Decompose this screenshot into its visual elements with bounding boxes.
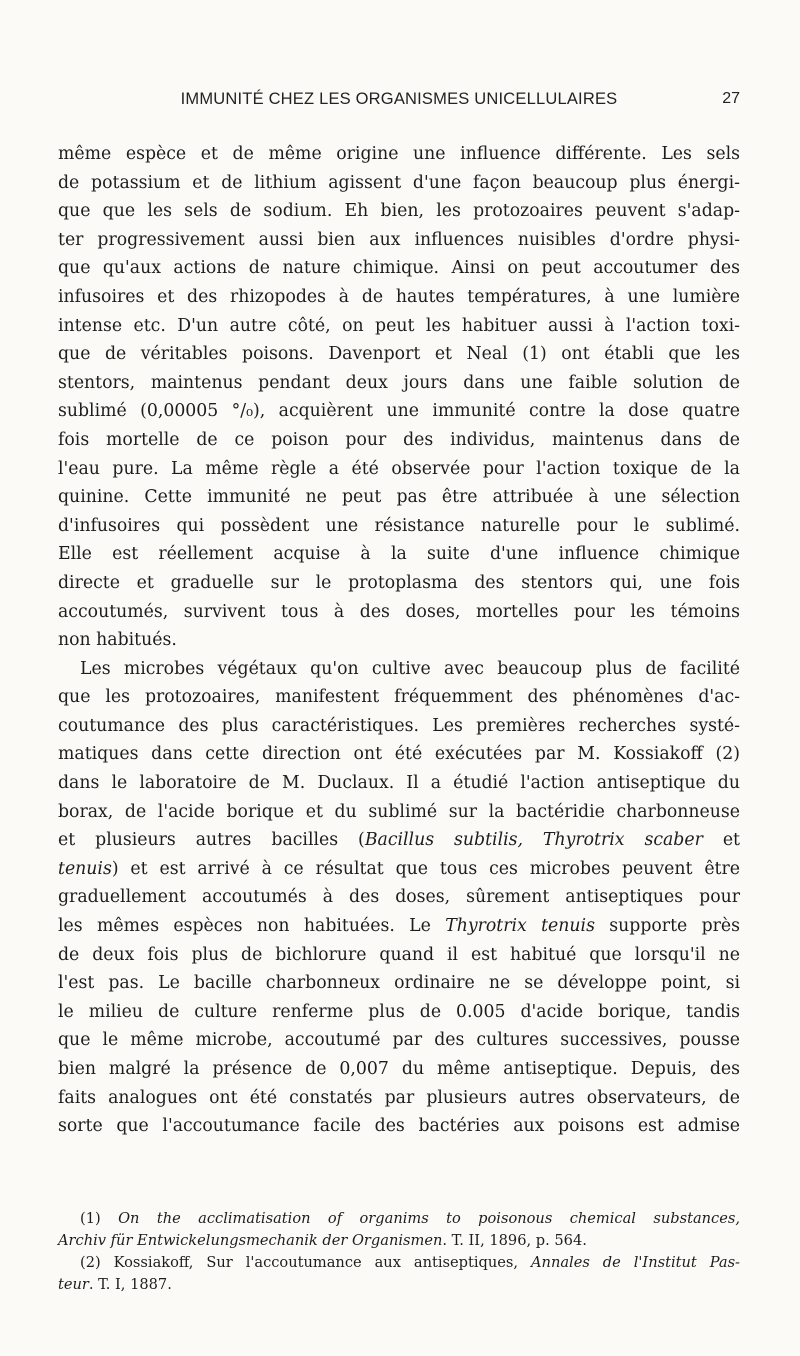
footnote-citation: . T. I, 1887.	[88, 1276, 172, 1293]
text-line: que le même microbe, accoutumé par des cultures successives, pousse	[58, 1030, 740, 1051]
text-line: intense etc. D'un autre côté, on peut les habituer aussi à l'action toxi-	[58, 315, 740, 336]
footnote-journal: Annales de l'Institut Pas-	[531, 1254, 740, 1271]
text-run: et plusieurs autres bacilles (	[58, 830, 365, 851]
text-line: faits analogues ont été constatés par plusieurs autres observateurs, de	[58, 1087, 740, 1108]
text-line: de potassium et de lithium agissent d'une façon beaucoup plus énergi-	[58, 172, 740, 193]
body-text	[58, 140, 740, 1141]
footnote-1	[58, 1208, 740, 1230]
text-line: directe et graduelle sur le protoplasma des stentors qui, une fois	[58, 572, 740, 593]
footnote-1-cont	[58, 1230, 740, 1252]
text-line: infusoires et des rhizopodes à de hautes températures, à une lumière	[58, 286, 740, 307]
text-line: stentors, maintenus pendant deux jours dans une faible solution de	[58, 372, 740, 393]
text-line	[58, 912, 740, 941]
text-line: non habitués.	[58, 630, 177, 651]
text-line	[58, 826, 740, 855]
page-number: 27	[722, 90, 740, 107]
text-run: supporte près	[594, 916, 740, 937]
text-line: fois mortelle de ce poison pour des individus, maintenus dans de	[58, 429, 740, 450]
footnote-2-cont	[58, 1274, 740, 1296]
footnote-journal: Archiv für Entwickelungsmechanik der Organismen	[58, 1232, 443, 1249]
text-line: coutumance des plus caractéristiques. Les premières recherches systé-	[58, 715, 740, 736]
text-line: sorte que l'accoutumance facile des bactéries aux poisons est admise	[58, 1116, 740, 1137]
text-line: Elle est réellement acquise à la suite d'une influence chimique	[58, 544, 740, 565]
text-line: matiques dans cette direction ont été exécutées par M. Kossiakoff (2)	[58, 744, 740, 765]
footnote-citation: . T. II, 1896, p. 564.	[442, 1232, 587, 1249]
running-title: IMMUNITÉ CHEZ LES ORGANISMES UNICELLULAIRES	[180, 90, 618, 108]
text-run: les mêmes espèces non habituées. Le	[58, 916, 446, 937]
footnote-title: On the acclimatisation of organims to poisonous chemical substances,	[118, 1210, 740, 1227]
text-line: quinine. Cette immunité ne peut pas être attribuée à une sélection	[58, 487, 740, 508]
text-line: accoutumés, survivent tous à des doses, mortelles pour les témoins	[58, 601, 740, 622]
footnote-marker: (1)	[80, 1210, 119, 1227]
text-line: que qu'aux actions de nature chimique. Ainsi on peut accoutumer des	[58, 258, 740, 279]
text-line: que de véritables poisons. Davenport et Neal (1) ont établi que les	[58, 344, 740, 365]
text-line: de deux fois plus de bichlorure quand il est habitué que lorsqu'il ne	[58, 944, 740, 965]
text-run: et	[702, 830, 740, 851]
footnote-text: Kossiakoff, Sur l'accoutumance aux antiseptiques,	[113, 1254, 531, 1271]
text-line: d'infusoires qui possèdent une résistance naturelle pour le sublimé.	[58, 515, 740, 536]
species-name: Bacillus subtilis, Thyrotrix scaber	[364, 830, 703, 851]
text-line	[58, 855, 740, 884]
text-line: graduellement accoutumés à des doses, sûrement antiseptiques pour	[58, 887, 740, 908]
text-line: même espèce et de même origine une influence différente. Les sels	[58, 144, 740, 164]
text-run: ) et est arrivé à ce résultat que tous ces microbes peuvent être	[111, 858, 740, 879]
text-line: l'eau pure. La même règle a été observée pour l'action toxique de la	[58, 458, 740, 479]
text-line: Les microbes végétaux qu'on cultive avec beaucoup plus de facilité	[80, 658, 740, 679]
species-name: tenuis	[58, 858, 112, 879]
text-line: ter progressivement aussi bien aux influences nuisibles d'ordre physi-	[58, 229, 740, 250]
footnote-journal: teur	[58, 1276, 89, 1293]
text-line: le milieu de culture renferme plus de 0.005 d'acide borique, tandis	[58, 1001, 740, 1022]
text-line: borax, de l'acide borique et du sublimé sur la bactéridie charbonneuse	[58, 801, 740, 822]
text-line: dans le laboratoire de M. Duclaux. Il a étudié l'action antiseptique du	[58, 773, 740, 794]
text-line: que les protozoaires, manifestent fréquemment des phénomènes d'ac-	[58, 687, 740, 708]
text-line: que que les sels de sodium. Eh bien, les protozoaires peuvent s'adap-	[58, 201, 740, 222]
text-line: l'est pas. Le bacille charbonneux ordinaire ne se développe point, si	[58, 973, 740, 994]
page-header	[58, 90, 740, 114]
text-line: bien malgré la présence de 0,007 du même antiseptique. Depuis, des	[58, 1059, 740, 1079]
species-name: Thyrotrix tenuis	[445, 916, 595, 937]
text-line: sublimé (0,00005 °/₀), acquièrent une immunité contre la dose quatre	[58, 401, 740, 422]
footnotes	[58, 1208, 740, 1296]
footnote-marker: (2)	[80, 1254, 114, 1271]
footnote-2	[58, 1252, 740, 1274]
